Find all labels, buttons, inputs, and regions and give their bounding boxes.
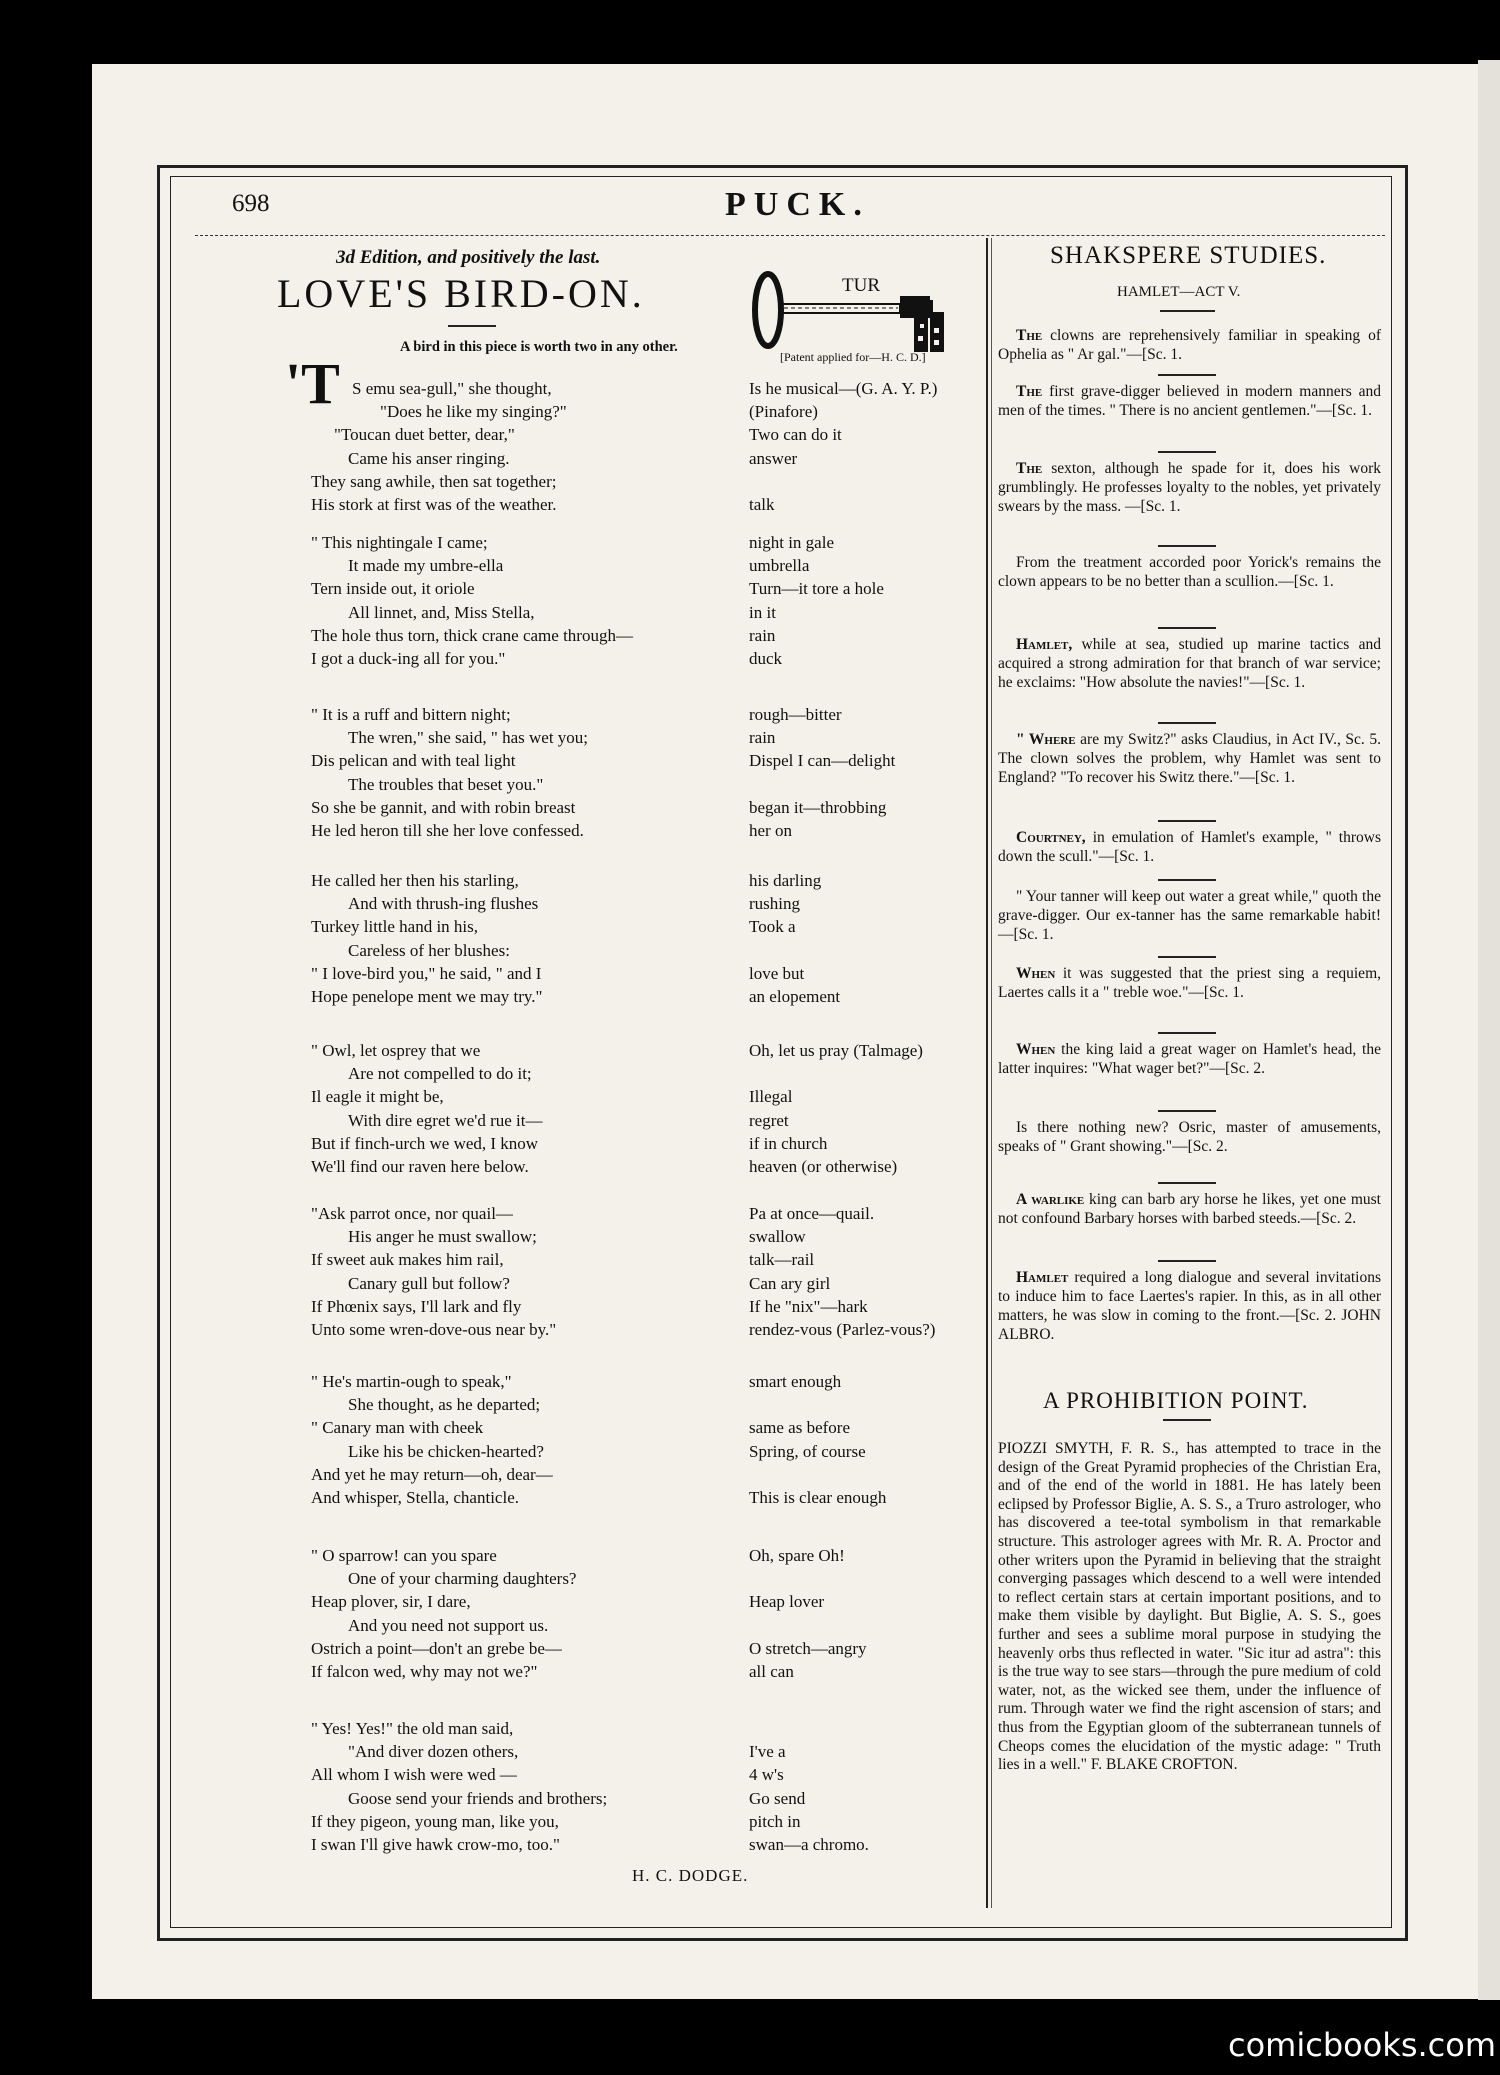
header-rule (195, 235, 1385, 236)
poem-line: Hope penelope ment we may try." (311, 987, 543, 1006)
poem-line: " Canary man with cheek (311, 1418, 484, 1438)
pun-answer: If he "nix"—hark (749, 1296, 868, 1316)
pun-answer: her on (749, 821, 792, 840)
shakspere-paragraph (998, 828, 1381, 866)
poem-line: Came his anser ringing. (348, 448, 510, 468)
paragraph-separator (1158, 956, 1216, 958)
prohibition-title: A PROHIBITION POINT. (1043, 1388, 1309, 1413)
pun-answer: swan—a chromo. (749, 1835, 869, 1854)
poem-subtitle: A bird in this piece is worth two in any other. (400, 339, 678, 355)
prohibition-body: PIOZZI SMYTH, F. R. S., has attempted to trace in the design of the Great Pyramid prophecies of the Christian Era, and of the end of the world in 1881. He has lately been eclipsed by Professor Biglie, A. S. S., a Truro astrologer, who has discovered a tee-total symbolism in that remarkable structure. This astrologer agrees with Mr. R. A. Proctor and other writers upon the Pyramid in believing that the straight converging passages which descend to a well were intended to reflect certain stars at certain important positions, and to make them visible by daylight. But Biglie, A. S. S., goes further and sees a sublime moral purpose in studying the heavenly orbs thus reflected in water. "Sic itur ad astra": this is the true way to see stars—through the pure medium of cold water, not, as the wicked see them, under the influence of rum. Through water we find the right ascension of stars; and thus from the Egyptian gloom of the subterranean tunnels of Cheops comes the elucidation of the mystic adage: " Truth lies in a well." F. BLAKE CROFTON. (998, 1440, 1381, 1774)
page-number: 698 (232, 190, 270, 217)
masthead: PUCK. (725, 186, 870, 223)
pun-answer: Go send (749, 1788, 806, 1808)
pun-answer: Heap lover (749, 1592, 825, 1612)
pun-answer: all can (749, 1662, 794, 1681)
paragraph-lead: The (1016, 327, 1043, 344)
paragraph-separator (1158, 1260, 1216, 1262)
poem-line: If they pigeon, young man, like you, (311, 1811, 559, 1831)
poem-line: They sang awhile, then sat together; (311, 471, 557, 491)
poem-line: It made my umbre-ella (348, 556, 504, 576)
paragraph-separator (1158, 1032, 1216, 1034)
watermark: comicbooks.com (1228, 2026, 1497, 2064)
poem-line: I got a duck-ing all for you." (311, 649, 506, 668)
poem-line: So she be gannit, and with robin breast (311, 797, 576, 817)
paragraph-text: required a long dialogue and several invitations to induce him to face Laertes's rapier. In this, as in all other matters, he was slow in coming to the front.—[Sc. 2. JOHN ALBRO. (998, 1269, 1381, 1343)
paragraph-lead: Hamlet, (1016, 636, 1073, 653)
shakspere-paragraph (998, 1118, 1381, 1156)
pun-answer: answer (749, 448, 798, 468)
pun-answer: duck (749, 649, 783, 668)
poem-line: Careless of her blushes: (348, 940, 510, 960)
pun-answer: heaven (or otherwise) (749, 1157, 898, 1176)
poem-line: And yet he may return—oh, dear— (311, 1464, 553, 1484)
poem-line: All whom I wish were wed — (311, 1765, 517, 1785)
key-label: TUR (842, 275, 880, 296)
poem-line: His stork at first was of the weather. (311, 495, 557, 514)
title-rule (448, 325, 496, 327)
pun-answer: rendez-vous (Parlez-vous?) (749, 1320, 936, 1339)
paragraph-separator (1158, 1110, 1216, 1112)
pun-answer: talk—rail (749, 1250, 815, 1270)
pun-answer: Oh, let us pray (Talmage) (749, 1041, 923, 1060)
shakspere-paragraph (998, 459, 1381, 516)
poem-line: " O sparrow! can you spare (311, 1546, 497, 1565)
poem-title: LOVE'S BIRD-ON. (277, 271, 645, 316)
paragraph-lead: Hamlet (1016, 1269, 1069, 1286)
paragraph-lead: The (1016, 460, 1043, 477)
paragraph-lead: The (1016, 383, 1043, 400)
poem-line: The troubles that beset you." (348, 774, 544, 794)
pun-answer: O stretch—angry (749, 1638, 867, 1658)
poem-line: Goose send your friends and brothers; (348, 1788, 608, 1808)
poem-line: " Yes! Yes!" the old man said, (311, 1719, 514, 1738)
poem-line: The wren," she said, " has wet you; (348, 728, 589, 748)
shakspere-paragraph (998, 1268, 1381, 1344)
paragraph-lead: " Where (1016, 731, 1076, 748)
poem-line: If falcon wed, why may not we?" (311, 1662, 538, 1681)
poem-line: But if finch-urch we wed, I know (311, 1133, 539, 1153)
paragraph-text: first grave-digger believed in modern manners and men of the times. " There is no ancient gentlemen."—[Sc. 1. (998, 383, 1381, 419)
drop-cap: 'T (285, 351, 340, 416)
shakspere-paragraph (998, 382, 1381, 420)
shakspere-paragraph (998, 730, 1381, 787)
paragraph-lead: A warlike (1016, 1191, 1085, 1208)
pun-answer: Spring, of course (749, 1441, 866, 1461)
pun-answer: rain (749, 728, 776, 748)
pun-answer: Pa at once—quail. (749, 1204, 875, 1223)
pun-answer: (Pinafore) (749, 402, 818, 422)
pun-answer: smart enough (749, 1372, 842, 1391)
paragraph-lead: When (1016, 965, 1056, 982)
poem-line: If sweet auk makes him rail, (311, 1250, 504, 1270)
poem-line: " It is a ruff and bittern night; (311, 705, 511, 724)
pun-answer: pitch in (749, 1811, 801, 1831)
pun-answer: his darling (749, 871, 822, 890)
poem-line: "And diver dozen others, (348, 1742, 519, 1762)
pun-answer: I've a (749, 1742, 786, 1762)
shakspere-paragraph (998, 326, 1381, 364)
pun-answer: talk (749, 495, 775, 514)
poem-line: Tern inside out, it oriole (311, 579, 475, 599)
poem-line: If Phœnix says, I'll lark and fly (311, 1296, 522, 1316)
paragraph-separator (1158, 545, 1216, 547)
paragraph-text: it was suggested that the priest sing a requiem, Laertes calls it a " treble woe."—[Sc. 1. (998, 965, 1381, 1001)
pun-answer: Two can do it (749, 425, 842, 445)
pun-answer: an elopement (749, 987, 841, 1006)
poem-line: He called her then his starling, (311, 871, 519, 890)
poem-line: "Toucan duet better, dear," (334, 425, 515, 445)
shakspere-title: SHAKSPERE STUDIES. (1050, 242, 1327, 269)
column-rule-thin (991, 238, 992, 1908)
act-rule (1160, 310, 1215, 312)
poem-line: The hole thus torn, thick crane came through— (311, 625, 633, 645)
pun-answer: regret (749, 1110, 789, 1130)
pun-answer: umbrella (749, 556, 810, 576)
paragraph-lead: When (1016, 1041, 1056, 1058)
poem-line: Like his be chicken-hearted? (348, 1441, 544, 1461)
pun-answer: Can ary girl (749, 1273, 831, 1293)
pun-answer: Turn—it tore a hole (749, 579, 884, 599)
paragraph-separator (1158, 722, 1216, 724)
paragraph-text: sexton, although he spade for it, does his work grumblingly. He professes loyalty to the nobles, yet privately swears by the mass. —[Sc. 1. (998, 460, 1381, 515)
paragraph-text: " Your tanner will keep out water a great while," quoth the grave-digger. Our ex-tanner has the same remarkable habit!—[Sc. 1. (998, 888, 1381, 943)
poem-line: Unto some wren-dove-ous near by." (311, 1320, 557, 1339)
poem-line: One of your charming daughters? (348, 1569, 577, 1589)
paragraph-separator (1158, 374, 1216, 376)
paragraph-separator (1158, 451, 1216, 453)
paragraph-text: Is there nothing new? Osric, master of amusements, speaks of " Grant showing."—[Sc. 2. (998, 1119, 1381, 1155)
paragraph-text: in emulation of Hamlet's example, " throws down the scull."—[Sc. 1. (998, 829, 1381, 865)
poem-line: All linnet, and, Miss Stella, (348, 602, 535, 622)
shakspere-paragraph (998, 964, 1381, 1002)
edition-note: 3d Edition, and positively the last. (336, 247, 601, 268)
poem-line: I swan I'll give hawk crow-mo, too." (311, 1835, 560, 1854)
column-rule (986, 238, 988, 1908)
pun-answer: Illegal (749, 1087, 793, 1107)
pun-answer: rushing (749, 894, 800, 914)
pun-answer: night in gale (749, 533, 834, 552)
pun-answer: This is clear enough (749, 1488, 887, 1507)
poem-line: "Ask parrot once, nor quail— (311, 1204, 513, 1223)
pun-answer: Dispel I can—delight (749, 751, 896, 771)
poem-line: " He's martin-ough to speak," (311, 1372, 512, 1391)
pun-answer: rough—bitter (749, 705, 842, 724)
paragraph-text: clowns are reprehensively familiar in speaking of Ophelia as " Ar gal."—[Sc. 1. (998, 327, 1381, 363)
paragraph-text: king can barb ary horse he likes, yet one must not confound Barbary horses with barbed steeds.—[Sc. 2. (998, 1191, 1381, 1227)
poem-line: And with thrush-ing flushes (348, 894, 539, 914)
pun-answer: Oh, spare Oh! (749, 1546, 845, 1565)
poem-line: Heap plover, sir, I dare, (311, 1592, 471, 1612)
poem-line: With dire egret we'd rue it— (348, 1110, 543, 1130)
pun-answer: began it—throbbing (749, 797, 887, 817)
pun-answer: swallow (749, 1227, 806, 1247)
poem-line: "Does he like my singing?" (380, 402, 567, 422)
shakspere-paragraph (998, 1190, 1381, 1228)
poem-line: His anger he must swallow; (348, 1227, 537, 1247)
poem-line: " Owl, let osprey that we (311, 1041, 481, 1060)
pun-answer: Took a (749, 917, 796, 937)
poem-line: Are not compelled to do it; (348, 1064, 532, 1084)
poem-line: She thought, as he departed; (348, 1395, 541, 1415)
paragraph-text: are my Switz?" asks Claudius, in Act IV., Sc. 5. The clown solves the problem, why Hamlet was sent to England? "To recover his Switz there."—[Sc. 1. (998, 731, 1381, 786)
poem-line: Turkey little hand in his, (311, 917, 479, 937)
poem-author: H. C. DODGE. (632, 1866, 749, 1885)
poem-line: Il eagle it might be, (311, 1087, 444, 1107)
shakspere-act: HAMLET—ACT V. (1117, 284, 1241, 300)
paragraph-separator (1158, 820, 1216, 822)
poem-line: We'll find our raven here below. (311, 1157, 529, 1176)
prohibition-rule (1163, 1419, 1211, 1421)
pun-answer: Is he musical—(G. A. Y. P.) (749, 379, 938, 398)
paragraph-text: From the treatment accorded poor Yorick's remains the clown appears to be no better than a scullion.—[Sc. 1. (998, 554, 1381, 590)
poem-line: Ostrich a point—don't an grebe be— (311, 1638, 562, 1658)
poem-line: Canary gull but follow? (348, 1273, 510, 1293)
poem-line: And whisper, Stella, chanticle. (311, 1488, 519, 1507)
poem-line: Dis pelican and with teal light (311, 751, 516, 771)
shakspere-paragraph (998, 887, 1381, 944)
paragraph-text: while at sea, studied up marine tactics and acquired a strong admiration for that branch of war service; he exclaims: "How absolute the navies!"—[Sc. 1. (998, 636, 1381, 691)
patent-note: [Patent applied for—H. C. D.] (780, 350, 926, 364)
pun-answer: in it (749, 602, 776, 622)
next-page-edge (1478, 60, 1500, 2000)
pun-answer: 4 w's (749, 1765, 784, 1785)
paragraph-lead: Courtney, (1016, 829, 1086, 846)
pun-answer: rain (749, 625, 776, 645)
shakspere-paragraph (998, 553, 1381, 591)
poem-line: He led heron till she her love confessed. (311, 821, 584, 840)
poem-line: " This nightingale I came; (311, 533, 488, 552)
pun-answer: if in church (749, 1133, 828, 1153)
shakspere-paragraph (998, 635, 1381, 692)
poem-line: " I love-bird you," he said, " and I (311, 963, 542, 983)
poem-line: S emu sea-gull," she thought, (352, 379, 552, 398)
pun-answer: same as before (749, 1418, 851, 1438)
paragraph-separator (1158, 627, 1216, 629)
paragraph-text: the king laid a great wager on Hamlet's head, the latter inquires: "What wager bet?"—[Sc. 2. (998, 1041, 1381, 1077)
poem-line: And you need not support us. (348, 1615, 549, 1635)
paragraph-separator (1158, 879, 1216, 881)
pun-answer: love but (749, 963, 805, 983)
paragraph-separator (1158, 1182, 1216, 1184)
shakspere-paragraph (998, 1040, 1381, 1078)
